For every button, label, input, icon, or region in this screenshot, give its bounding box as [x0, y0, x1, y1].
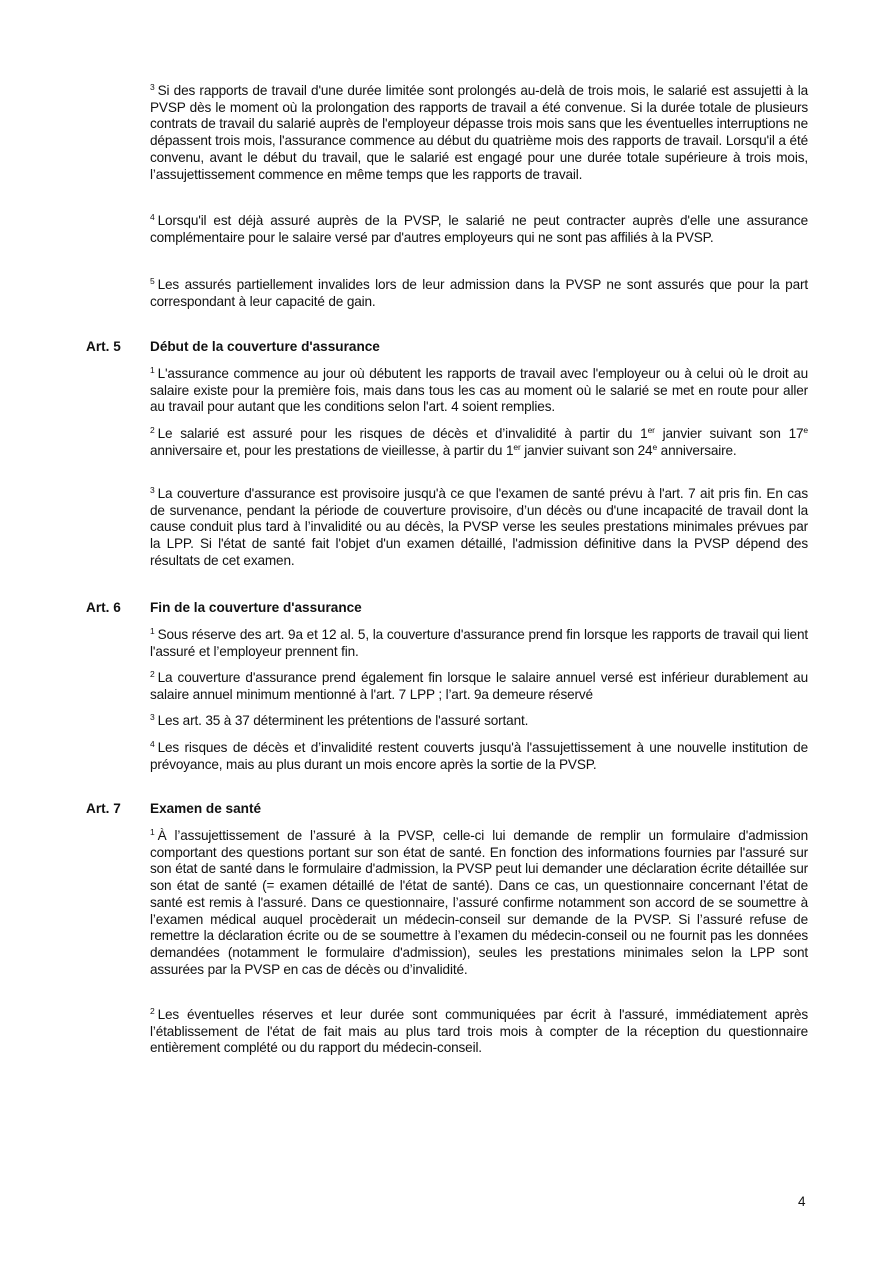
paragraph-art5-1 — [150, 366, 808, 416]
article-number: Art. 7 — [86, 801, 121, 816]
paragraph-text: Les assurés partiellement invalides lors de leur admission dans la PVSP ne sont assurés que pour la part correspondant à leur capacité de gain. — [150, 277, 808, 309]
paragraph-number: 2 — [150, 669, 155, 679]
ordinal-superscript: e — [652, 441, 658, 452]
paragraph-art4-5 — [150, 277, 808, 310]
article-title: Début de la couverture d'assurance — [150, 339, 380, 354]
paragraph-text: Lorsqu'il est déjà assuré auprès de la PVSP, le salarié ne peut contracter auprès d'elle une assurance complémentaire pour le salaire versé par d'autres employeurs qui ne sont pas affiliés à la PVSP. — [150, 213, 808, 245]
paragraph-text: anniversaire. — [657, 442, 737, 458]
paragraph-art6-2 — [150, 670, 808, 703]
paragraph-art6-4 — [150, 740, 808, 773]
paragraph-text: La couverture d'assurance est provisoire jusqu'à ce que l'examen de santé prévu à l'art. 7 ait pris fin. En cas de survenance, pendant la période de couverture provisoire, d’un décès ou d'une incapacité de travail dont la cause conduit plus tard à l’invalidité ou au décès, la PVSP verse les seules prestations minimales prévues par la LPP. Si l'état de santé fait l'objet d'un examen détaillé, l'admission définitive dans la PVSP dépend des résultats de cet examen. — [150, 486, 808, 568]
paragraph-text: Les risques de décès et d’invalidité restent couverts jusqu'à l'assujettissement à une nouvelle institution de prévoyance, mais au plus durant un mois encore après la sortie de la PVSP. — [150, 740, 808, 772]
paragraph-text: anniversaire et, pour les prestations de vieillesse, à partir du 1 — [150, 442, 514, 458]
paragraph-number: 2 — [150, 425, 155, 435]
paragraph-number: 3 — [150, 82, 155, 92]
paragraph-art7-2 — [150, 1007, 808, 1057]
article-title: Examen de santé — [150, 801, 262, 816]
paragraph-number: 1 — [150, 827, 155, 837]
paragraph-text: À l’assujettissement de l’assuré à la PVSP, celle-ci lui demande de remplir un formulaire d'admission comportant des questions portant sur son état de santé. En fonction des informations fournies par l'assuré sur son état de santé dans le formulaire d'admission, la PVSP peut lui demander une déclaration écrite détaillée sur son état de santé (= examen détaillé de l'état de santé). Dans ce cas, un questionnaire concernant l’état de santé est remis à l'assuré. Dans ce questionnaire, l’assuré confirme notamment son accord de se soumettre à l’examen médical auquel procèderait un médecin-conseil sur demande de la PVSP. Si l’assuré refuse de remettre la déclaration écrite ou de se soumettre à l’examen du médecin-conseil ou ne fournit pas les données demandées (notamment le formulaire d'admission), seules les prestations minimales selon la LPP sont assurées par la PVSP en cas de décès ou d’invalidité. — [150, 828, 808, 977]
paragraph-text: Sous réserve des art. 9a et 12 al. 5, la couverture d'assurance prend fin lorsque les rapports de travail qui lient l'assuré et l’employeur prennent fin. — [150, 627, 808, 659]
paragraph-art4-3 — [150, 83, 808, 183]
paragraph-text: janvier suivant son 24 — [520, 442, 653, 458]
paragraph-number: 5 — [150, 276, 155, 286]
article-title: Fin de la couverture d'assurance — [150, 600, 362, 615]
paragraph-art6-1 — [150, 627, 808, 660]
paragraph-text: Les art. 35 à 37 déterminent les prétentions de l'assuré sortant. — [157, 713, 529, 728]
paragraph-art4-4 — [150, 213, 808, 246]
paragraph-art5-2 — [150, 426, 808, 459]
paragraph-text: janvier suivant son 17 — [654, 426, 804, 441]
ordinal-superscript: er — [513, 441, 521, 452]
paragraph-text: La couverture d'assurance prend également fin lorsque le salaire annuel versé est inférieur durablement au salaire annuel minimum mentionné à l'art. 7 LPP ; l’art. 9a demeure réservé — [150, 670, 808, 702]
page-number: 4 — [798, 1194, 806, 1209]
paragraph-number: 1 — [150, 626, 155, 636]
paragraph-number: 1 — [150, 365, 155, 375]
paragraph-text: Les éventuelles réserves et leur durée sont communiquées par écrit à l'assuré, immédiatement après l’établissement de l'état de fait mais au plus tard trois mois à compter de la réception du questionnaire entièrement complété ou du rapport du médecin-conseil. — [150, 1007, 808, 1056]
article-number: Art. 6 — [86, 600, 121, 615]
ordinal-superscript: er — [647, 425, 655, 435]
paragraph-number: 3 — [150, 712, 155, 722]
paragraph-text: Si des rapports de travail d'une durée limitée sont prolongés au-delà de trois mois, le salarié est assujetti à la PVSP dès le moment où la prolongation des rapports de travail a été convenue. Si la durée totale de plusieurs contrats de travail du salarié auprès de l'employeur dépasse trois mois sans que les éventuelles interruptions ne dépassent trois mois, l'assurance commence au début du quatrième mois des rapports de travail. Lorsqu'il a été convenu, avant le début du travail, que le salarié est engagé pour une durée totale supérieure à trois mois, l’assujettissement commence en même temps que les rapports de travail. — [150, 83, 808, 182]
paragraph-number: 3 — [150, 485, 155, 495]
ordinal-superscript: e — [803, 425, 808, 435]
paragraph-number: 4 — [150, 739, 155, 749]
paragraph-art7-1 — [150, 828, 808, 978]
paragraph-art6-3 — [150, 713, 808, 730]
paragraph-art5-3 — [150, 486, 808, 570]
paragraph-text: Le salarié est assuré pour les risques de décès et d’invalidité à partir du 1 — [157, 426, 648, 441]
paragraph-number: 2 — [150, 1006, 155, 1016]
article-number: Art. 5 — [86, 339, 121, 354]
paragraph-number: 4 — [150, 212, 155, 222]
paragraph-text: L'assurance commence au jour où débutent les rapports de travail avec l'employeur ou à celui où le droit au salaire existe pour la première fois, mais dans tous les cas au moment où le salarié se met en route pour aller au travail pour autant que les conditions selon l'art. 4 soient remplies. — [150, 366, 808, 415]
